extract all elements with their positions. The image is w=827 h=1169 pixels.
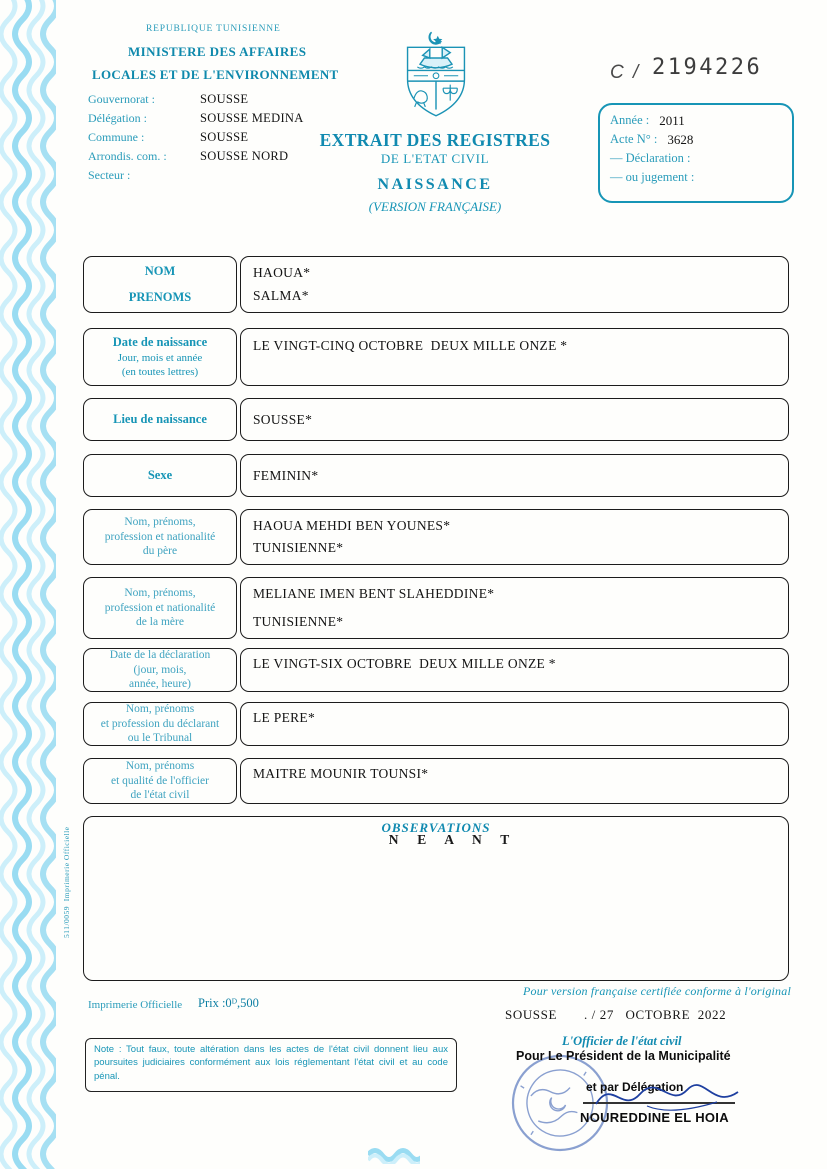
field-value: SOUSSE [200, 130, 249, 144]
row-declarant [83, 702, 789, 746]
document-title: EXTRAIT DES REGISTRES [319, 130, 551, 150]
act-declaration-row [610, 151, 782, 170]
delegation-line2: et par Délégation [586, 1080, 684, 1094]
signature-icon [592, 1082, 742, 1116]
row-officier [83, 758, 789, 804]
row-value [240, 702, 789, 746]
act-number-value: 3628 [667, 132, 694, 147]
row-mere [83, 577, 789, 639]
label-line: Nom, prénoms, [124, 515, 196, 528]
row-label [83, 702, 237, 746]
guilloche-border [0, 0, 56, 1169]
row-date-declaration [83, 648, 789, 692]
row-label [83, 509, 237, 565]
act-year-row [610, 113, 782, 132]
value-line: MELIANE IMEN BENT SLAHEDDINE* [253, 586, 495, 601]
print-reference-vertical-text: 511/0059 Imprimerie Officielle [62, 826, 71, 938]
row-label [83, 328, 237, 386]
act-number-row [610, 132, 782, 151]
officer-name: NOUREDDINE EL HOIA [580, 1110, 729, 1125]
row-date-naissance [83, 328, 789, 386]
label-line: NOM [144, 264, 176, 279]
value-line: HAOUA MEHDI BEN YOUNES* [253, 518, 451, 533]
field-label: Délégation : [88, 111, 147, 125]
label-line: Date de naissance [112, 335, 208, 350]
row-label [83, 577, 237, 639]
imprimerie-label: Imprimerie Officielle [88, 999, 183, 1011]
field-label: Arrondis. com. : [88, 149, 167, 163]
field-value: SOUSSE MEDINA [200, 111, 304, 125]
act-number-label: Acte N° : [610, 132, 658, 146]
field-value: SOUSSE [200, 92, 249, 106]
label-line: (en toutes lettres) [121, 366, 199, 379]
label-line: du père [142, 545, 178, 558]
document-subtitle: DE L'ETAT CIVIL [380, 151, 490, 166]
value-line: SOUSSE* [253, 411, 313, 427]
price-label: Prix :0ᴰ,500 [198, 996, 259, 1010]
label-line: Jour, mois et année [117, 352, 203, 365]
row-sexe [83, 454, 789, 497]
row-value [240, 577, 789, 639]
ministry-line2: LOCALES ET DE L'ENVIRONNEMENT [92, 67, 339, 82]
row-label [83, 256, 237, 313]
value-line: FEMININ* [253, 467, 319, 483]
value-line: TUNISIENNE* [253, 540, 344, 555]
value-line: MAITRE MOUNIR TOUNSI* [253, 766, 429, 781]
field-label: Secteur : [88, 168, 131, 182]
row-value [240, 648, 789, 692]
label-line: et qualité de l'officier [111, 774, 209, 787]
tunisia-coat-of-arms-icon [396, 26, 476, 122]
label-line: année, heure) [129, 678, 191, 691]
value-line: SALMA* [253, 288, 309, 303]
label-line: Lieu de naissance [113, 412, 207, 427]
row-pere [83, 509, 789, 565]
officer-title: L'Officier de l'état civil [562, 1034, 682, 1048]
label-line: et profession du déclarant [100, 717, 220, 730]
row-value [240, 509, 789, 565]
observations-box [83, 816, 789, 981]
observations-title: OBSERVATIONS [381, 820, 491, 835]
row-nom-prenoms [83, 256, 789, 313]
label-line: ou le Tribunal [127, 732, 193, 745]
field-value: SOUSSE NORD [200, 149, 289, 163]
row-value [240, 398, 789, 441]
document-type: NAISSANCE [377, 176, 493, 193]
certification-statement: Pour version française certifiée conforme à l'original [523, 984, 791, 998]
observations-content: N E A N T [388, 832, 514, 847]
row-label [83, 454, 237, 497]
label-line: profession et nationalité [104, 530, 216, 543]
row-label [83, 398, 237, 441]
act-reference-box [598, 103, 794, 203]
label-line: Nom, prénoms [125, 759, 195, 772]
value-line: LE PERE* [253, 710, 316, 725]
serial-number: 2194226 [652, 55, 763, 80]
legal-note-box: Note : Tout faux, toute altération dans les actes de l'état civil donnent lieu aux poursuites judiciaires conformément aux lois réglementant l'état civil et au code pénal. [85, 1038, 457, 1092]
act-judgement-row [610, 170, 782, 189]
field-gouvernorat [88, 92, 408, 111]
row-value [240, 758, 789, 804]
label-line: Nom, prénoms, [124, 586, 196, 599]
row-value [240, 256, 789, 313]
birth-record-form [83, 256, 789, 981]
act-year-label: Année : [610, 113, 650, 127]
value-line: LE VINGT-CINQ OCTOBRE DEUX MILLE ONZE * [253, 338, 568, 353]
row-label [83, 758, 237, 804]
republic-heading: REPUBLIQUE TUNISIENNE [146, 24, 281, 34]
label-line: Date de la déclaration [109, 648, 211, 661]
label-line: de l'état civil [130, 789, 190, 802]
act-declaration-label: — Déclaration : [610, 151, 691, 165]
place-and-date: SOUSSE . / 27 OCTOBRE 2022 [505, 1007, 727, 1022]
row-lieu-naissance [83, 398, 789, 441]
label-line: Nom, prénoms [125, 702, 195, 715]
row-value [240, 328, 789, 386]
serial-prefix: C / [610, 62, 641, 83]
act-judgement-label: — ou jugement : [610, 170, 695, 184]
act-year-value: 2011 [659, 113, 685, 128]
ministry-line1: MINISTERE DES AFFAIRES [128, 44, 307, 59]
document-version: (VERSION FRANÇAISE) [368, 199, 502, 214]
label-line: PRENOMS [128, 289, 192, 304]
label-line: Sexe [147, 468, 173, 483]
label-line: (jour, mois, [133, 663, 187, 676]
row-label [83, 648, 237, 692]
field-label: Commune : [88, 130, 145, 144]
value-line: LE VINGT-SIX OCTOBRE DEUX MILLE ONZE * [253, 656, 556, 671]
bottom-guilloche-mark [368, 1146, 420, 1164]
field-label: Gouvernorat : [88, 92, 155, 106]
label-line: de la mère [136, 616, 184, 629]
row-value [240, 454, 789, 497]
label-line: profession et nationalité [104, 601, 216, 614]
value-line: TUNISIENNE* [253, 614, 344, 629]
value-line: HAOUA* [253, 265, 311, 280]
delegation-line1: Pour Le Président de la Municipalité [516, 1049, 731, 1063]
field-delegation [88, 111, 408, 130]
